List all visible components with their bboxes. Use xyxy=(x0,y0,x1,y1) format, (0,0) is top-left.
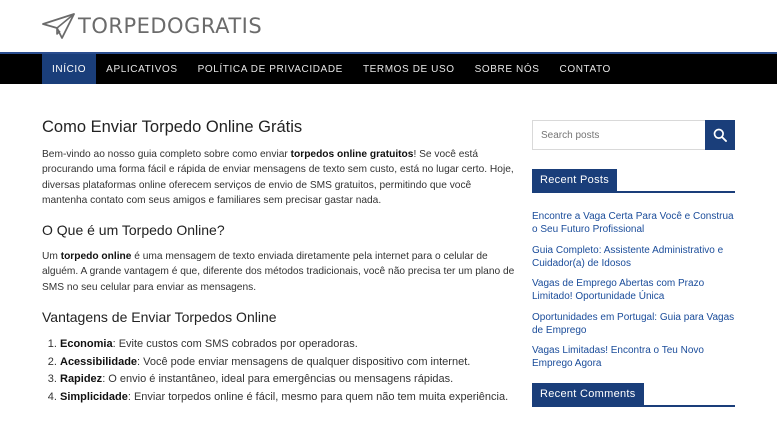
intro-paragraph xyxy=(42,147,517,208)
advantage-term: Rapidez xyxy=(60,373,103,386)
nav-item-aplicativos[interactable]: APLICATIVOS xyxy=(106,63,178,75)
what-is-text-end: é uma mensagem de texto enviada diretamente pela internet para o celular de alguém. A grande vantagem é que, diferente dos métodos tradicionais, você não precisa ter um plano de SMS no seu celular para enviar as mensagens. xyxy=(42,251,515,293)
search-form xyxy=(532,120,735,150)
list-item xyxy=(60,354,517,372)
recent-comments-header xyxy=(532,383,735,407)
section-heading-what-is: O Que é um Torpedo Online? xyxy=(42,222,225,239)
search-icon xyxy=(713,128,727,142)
nav-item-inicio[interactable]: INÍCIO xyxy=(42,54,96,84)
nav-item-contato[interactable]: CONTATO xyxy=(559,63,611,75)
nav-item-politica-de-privacidade[interactable]: POLÍTICA DE PRIVACIDADE xyxy=(197,63,343,75)
article xyxy=(42,118,517,406)
search-input[interactable] xyxy=(532,120,705,150)
nav-item-sobre-nos[interactable]: SOBRE NÓS xyxy=(474,63,540,75)
list-item xyxy=(60,336,517,354)
paper-plane-icon xyxy=(42,12,76,40)
section-heading-advantages: Vantagens de Enviar Torpedos Online xyxy=(42,309,277,326)
search-button[interactable] xyxy=(705,120,735,150)
recent-posts-title: Recent Posts xyxy=(532,169,617,191)
recent-post-link[interactable]: Encontre a Vaga Certa Para Você e Construa o Seu Futuro Profissional xyxy=(532,211,734,235)
what-is-bold: torpedo online xyxy=(60,251,132,263)
logo-text: TORPEDOGRATIS xyxy=(78,14,263,38)
page-title: Como Enviar Torpedo Online Grátis xyxy=(42,118,303,136)
site-header xyxy=(0,0,777,52)
advantage-term: Simplicidade xyxy=(60,390,128,403)
advantage-text: : Enviar torpedos online é fácil, mesmo para quem não tem muita experiência. xyxy=(127,390,509,403)
main-nav xyxy=(0,54,777,84)
sidebar xyxy=(532,120,735,407)
intro-text-start: Bem-vindo ao nosso guia completo sobre como enviar xyxy=(42,149,291,160)
what-is-text-start: Um xyxy=(42,251,61,263)
intro-text-end: ! Se você está procurando uma forma fácil e rápida de enviar mensagens de texto sem custo, está no lugar certo. Hoje, diversas plataformas online oferecem serviços de envio de SMS gratuitos, permitindo que você mantenha contato com seus amigos e familiares sem precisar gastar nada. xyxy=(42,149,514,206)
advantage-term: Economia xyxy=(60,338,113,351)
list-item xyxy=(60,389,517,407)
advantage-text: : Evite custos com SMS cobrados por operadoras. xyxy=(112,338,358,351)
advantage-term: Acessibilidade xyxy=(60,355,138,368)
recent-comments-title: Recent Comments xyxy=(532,383,644,405)
advantages-list xyxy=(42,336,517,406)
recent-post-link[interactable]: Guia Completo: Assistente Administrativo e Cuidador(a) de Idosos xyxy=(532,244,724,269)
recent-post-link[interactable]: Vagas de Emprego Abertas com Prazo Limitado! Oportunidade Única xyxy=(532,278,705,302)
recent-post-link[interactable]: Vagas Limitadas! Encontra o Teu Novo Emprego Agora xyxy=(532,345,704,369)
site-logo[interactable] xyxy=(42,11,262,41)
advantage-text: : O envio é instantâneo, ideal para emergências ou mensagens rápidas. xyxy=(102,373,454,386)
recent-posts-list xyxy=(532,210,735,370)
recent-post-link[interactable]: Oportunidades em Portugal: Guia para Vagas de Emprego xyxy=(532,311,735,336)
list-item xyxy=(60,371,517,389)
nav-item-termos-de-uso[interactable]: TERMOS DE USO xyxy=(362,63,455,75)
intro-bold: torpedos online gratuitos xyxy=(290,149,414,160)
advantage-text: : Você pode enviar mensagens de qualquer dispositivo com internet. xyxy=(137,355,471,368)
what-is-paragraph xyxy=(42,249,517,295)
recent-posts-header xyxy=(532,169,735,193)
